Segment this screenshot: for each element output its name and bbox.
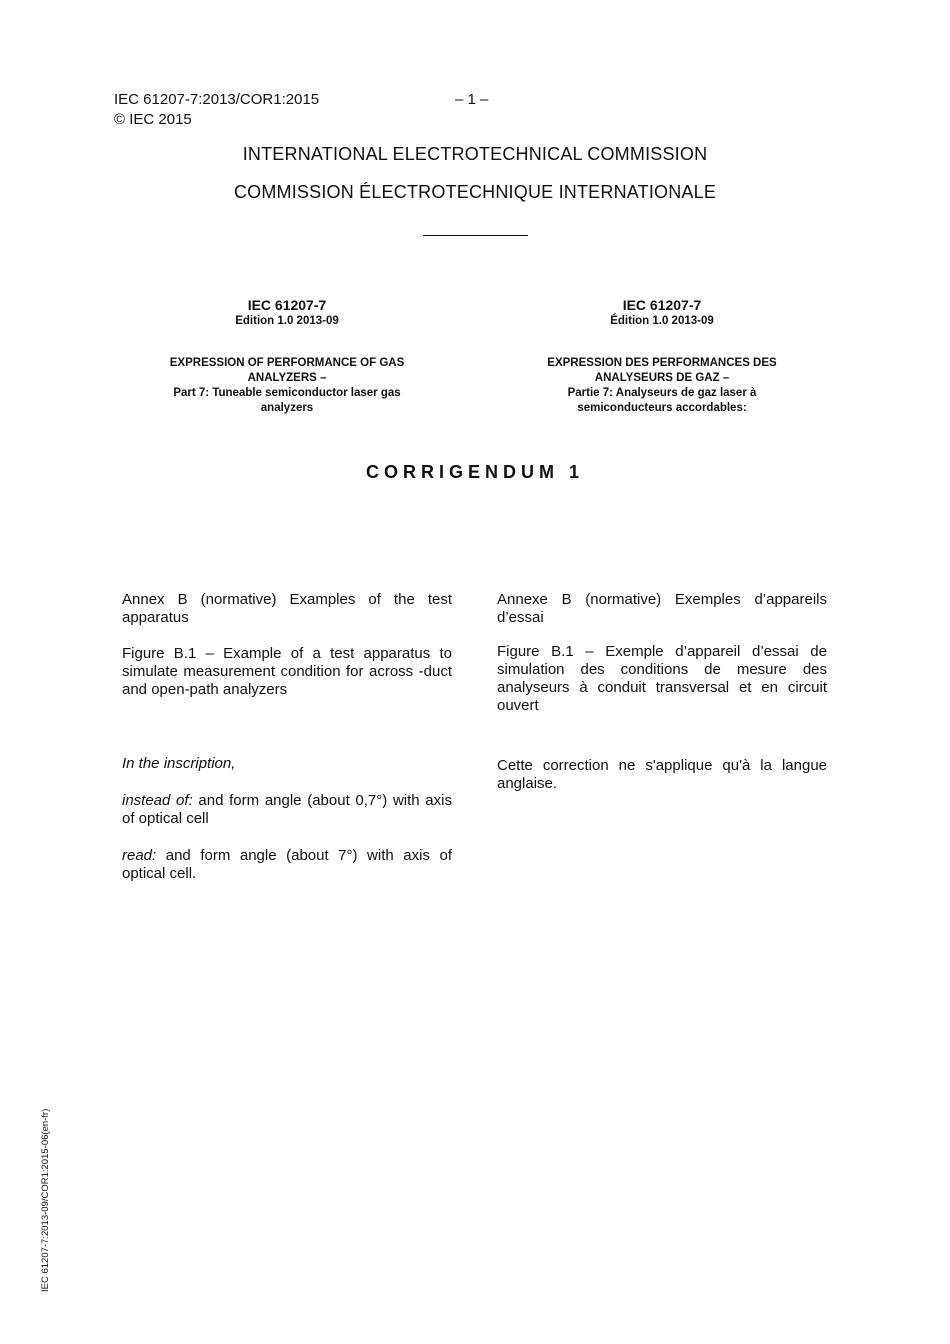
read-label: read: [122,847,157,864]
edition-fr: Édition 1.0 2013-09 [610,315,714,327]
title-line: EXPRESSION DES PERFORMANCES DES [547,357,777,369]
right-header [497,297,827,416]
annex-fr: Annexe B (normative) Exemples d’appareils d’essai [497,591,827,626]
instead-of-para [122,792,452,828]
standard-number-en: IEC 61207-7 [247,297,327,313]
title-line: Part 7: Tuneable semiconductor laser gas [173,387,401,399]
inscription-intro: In the inscription, [122,755,236,772]
instead-of-text: and form angle (about 0,7°) with axis of optical cell [122,792,452,827]
page-number: – 1 – [455,91,489,108]
side-reference: IEC 61207-7:2013-09/COR1:2015-06(en-fr) [40,1108,51,1292]
figure-fr: Figure B.1 – Exemple d’appareil d’essai de simulation des conditions de mesure des analyseurs à conduit transversal et en circuit ouvert [497,643,827,714]
organization-name-fr: COMMISSION ÉLECTROTECHNIQUE INTERNATIONALE [233,182,717,202]
standard-number-fr: IEC 61207-7 [622,297,702,313]
title-line: EXPRESSION OF PERFORMANCE OF GAS [169,357,405,369]
copyright: © IEC 2015 [114,111,192,128]
standard-title-en [122,356,452,416]
title-line: semiconducteurs accordables: [577,402,747,414]
read-text: and form angle (about 7°) with axis of optical cell. [122,847,452,882]
organization-name-en: INTERNATIONAL ELECTROTECHNICAL COMMISSION [242,144,708,164]
language-note-fr: Cette correction ne s'applique qu'à la langue anglaise. [497,757,827,792]
title-line: Partie 7: Analyseurs de gaz laser à [567,387,757,399]
corrigendum-title: CORRIGENDUM 1 [365,462,584,482]
title-line: ANALYZERS – [247,372,327,384]
document-reference: IEC 61207-7:2013/COR1:2015 [114,91,320,108]
divider [423,235,528,236]
read-para [122,847,452,883]
left-header [122,297,452,416]
left-body [122,591,452,883]
annex-en: Annex B (normative) Examples of the test apparatus [122,591,452,626]
instead-of-label: instead of: [122,792,193,809]
title-line: analyzers [260,402,314,414]
title-line: ANALYSEURS DE GAZ – [594,372,730,384]
figure-en: Figure B.1 – Example of a test apparatus to simulate measurement condition for across -duct and open-path analyzers [122,645,452,698]
edition-en: Edition 1.0 2013-09 [235,315,339,327]
standard-title-fr [497,356,827,416]
right-body [497,591,827,793]
